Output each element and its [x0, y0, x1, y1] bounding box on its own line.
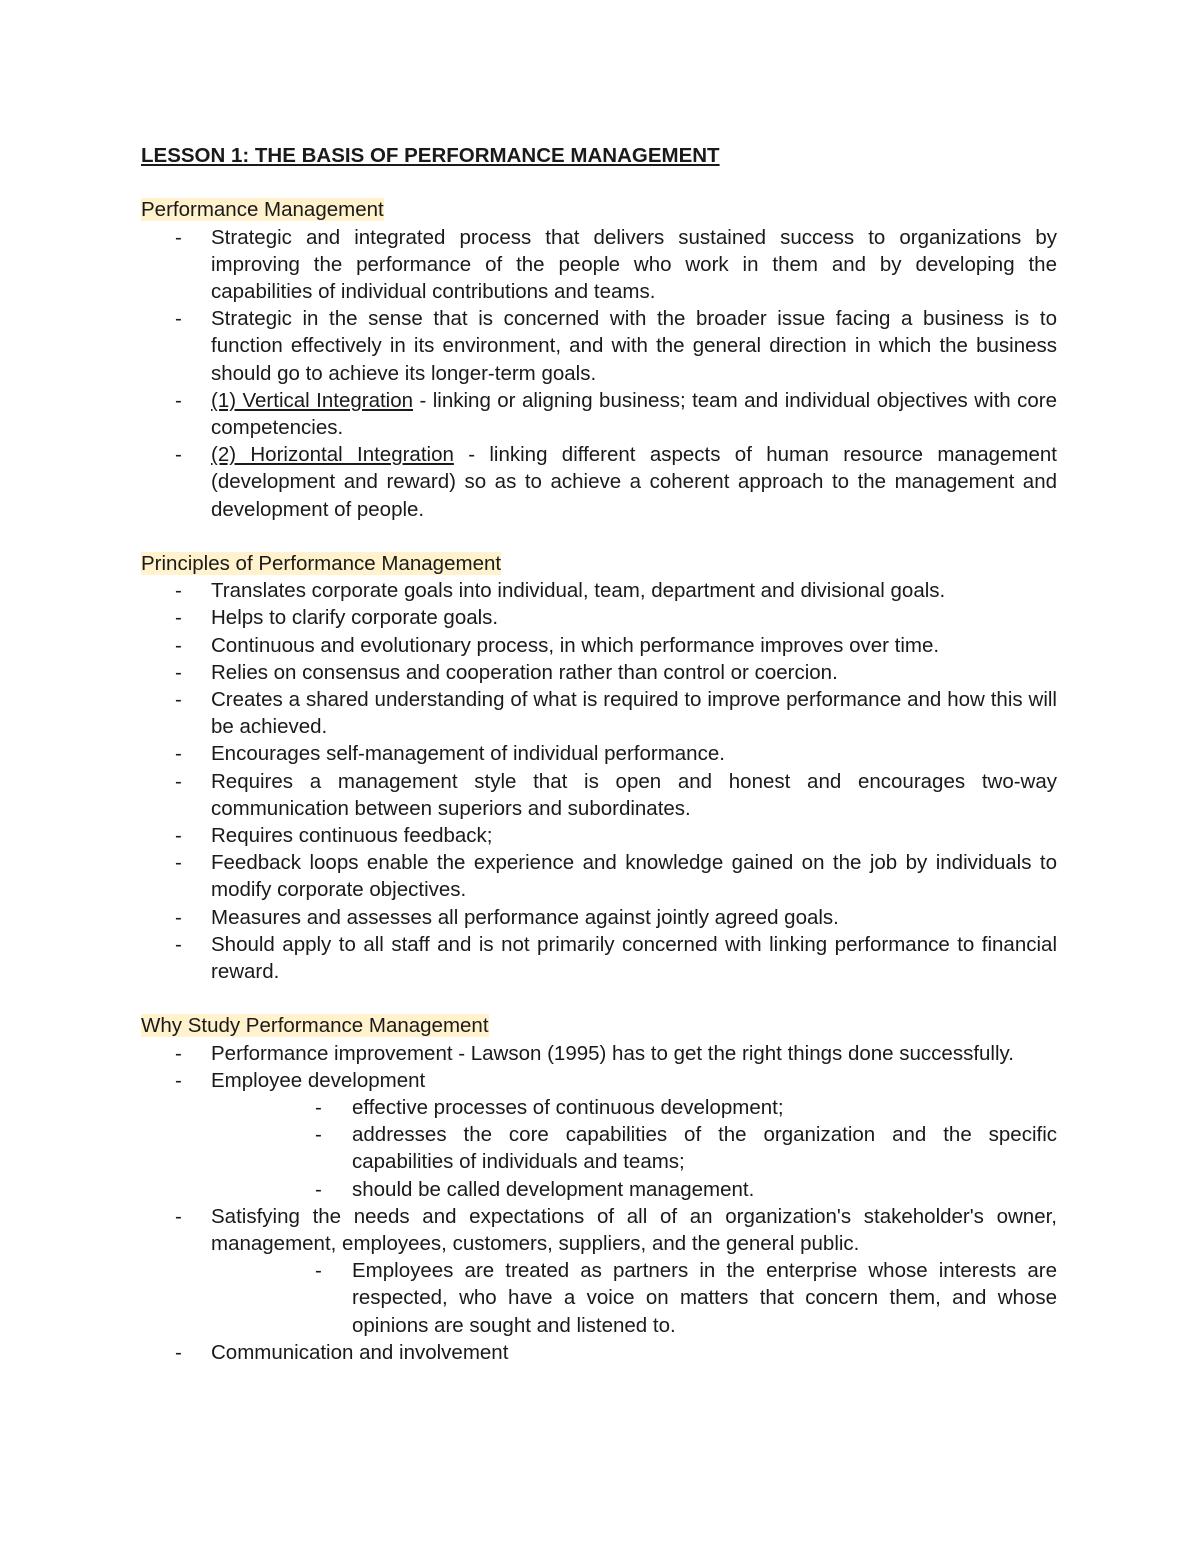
list-item [141, 604, 1057, 631]
list-item [141, 849, 1057, 903]
list-item [141, 822, 1057, 849]
item-text: Requires continuous feedback; [211, 824, 493, 848]
list-item [141, 387, 1057, 441]
heading-highlight: Performance Management [141, 198, 384, 222]
item-text: Should apply to all staff and is not primarily concerned with linking performance to financial reward. [211, 932, 1057, 984]
item-text: effective processes of continuous development; [352, 1096, 784, 1120]
section-list [141, 1040, 1057, 1366]
list-item [141, 659, 1057, 686]
list-item [141, 931, 1057, 985]
list-item [141, 1203, 1057, 1339]
item-text: should be called development management. [352, 1177, 755, 1201]
item-text: - linking different aspects of human resource management (development and reward) so as to achieve a coherent approach to the management and development of people. [211, 443, 1057, 521]
section-list [141, 577, 1057, 985]
section-heading-why-study [141, 1012, 1057, 1039]
section-list [141, 224, 1057, 523]
item-text: Strategic in the sense that is concerned with the broader issue facing a business is to function effectively in its environment, and with the general direction in which the business should go to achieve its longer-term goals. [211, 307, 1057, 385]
list-item [141, 904, 1057, 931]
heading-highlight: Why Study Performance Management [141, 1014, 489, 1038]
item-term: (2) Horizontal Integration [211, 443, 454, 467]
item-text: Measures and assesses all performance against jointly agreed goals. [211, 905, 839, 929]
sub-list [281, 1094, 1057, 1203]
item-text: Communication and involvement [211, 1340, 509, 1364]
item-text: Helps to clarify corporate goals. [211, 606, 499, 630]
list-item [141, 740, 1057, 767]
sub-list-item [211, 1176, 1057, 1203]
list-item [141, 632, 1057, 659]
list-item [141, 441, 1057, 523]
list-item [141, 686, 1057, 740]
list-item [141, 305, 1057, 387]
sub-list [281, 1257, 1057, 1339]
item-text: Strategic and integrated process that delivers sustained success to organizations by improving the performance of the people who work in them and by developing the capabilities of individual contributions and teams. [211, 225, 1057, 303]
item-text: Continuous and evolutionary process, in which performance improves over time. [211, 633, 940, 657]
section-heading-performance-management [141, 196, 1057, 223]
page-title: LESSON 1: THE BASIS OF PERFORMANCE MANAGEMENT [141, 144, 720, 167]
sub-list-item [211, 1094, 1057, 1121]
document-page [141, 142, 1057, 1366]
list-item [141, 577, 1057, 604]
sub-list-item [211, 1257, 1057, 1339]
item-text: Translates corporate goals into individual, team, department and divisional goals. [211, 579, 946, 603]
section-heading-principles [141, 550, 1057, 577]
list-item [141, 224, 1057, 306]
item-text: Satisfying the needs and expectations of all of an organization's stakeholder's owner, management, employees, customers, suppliers, and the general public. [211, 1204, 1057, 1256]
item-text: Encourages self-management of individual performance. [211, 742, 725, 766]
item-term: (1) Vertical Integration [211, 388, 414, 412]
item-text: Performance improvement - Lawson (1995) has to get the right things done successfully. [211, 1041, 1014, 1065]
sub-list-item [211, 1121, 1057, 1175]
list-item [141, 768, 1057, 822]
list-item [141, 1339, 1057, 1366]
list-item [141, 1040, 1057, 1067]
heading-highlight: Principles of Performance Management [141, 552, 502, 576]
item-text: Employees are treated as partners in the enterprise whose interests are respected, who have a voice on matters that concern them, and whose opinions are sought and listened to. [352, 1259, 1057, 1337]
item-text: Requires a management style that is open and honest and encourages two-way communication between superiors and subordinates. [211, 769, 1057, 820]
item-text: Employee development [211, 1068, 426, 1092]
list-item [141, 1067, 1057, 1203]
item-text: Feedback loops enable the experience and knowledge gained on the job by individuals to modify corporate objectives. [211, 851, 1057, 902]
item-text: addresses the core capabilities of the organization and the specific capabilities of individuals and teams; [352, 1123, 1057, 1174]
item-text: Creates a shared understanding of what is required to improve performance and how this will be achieved. [211, 688, 1057, 739]
item-text: Relies on consensus and cooperation rather than control or coercion. [211, 660, 838, 684]
item-text: - linking or aligning business; team and individual objectives with core competencies. [211, 388, 1058, 440]
